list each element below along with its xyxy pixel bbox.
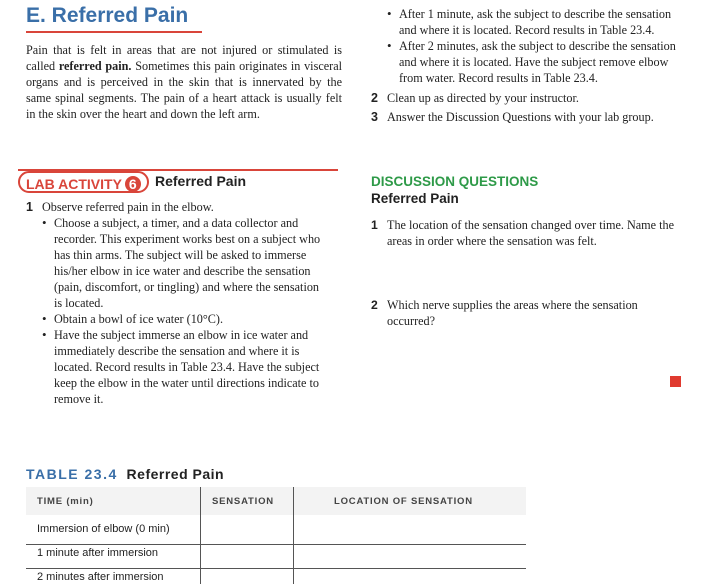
lab-step-3 xyxy=(371,109,683,125)
column-divider xyxy=(200,487,201,584)
list-item: • Have the subject immerse an elbow in ice water and immediately describe the sensation and where it is located. Record results in Table 23.4. Have the subject keep the elbow in the water until directions indicate to remove it. xyxy=(40,327,330,407)
table-cell-time[interactable]: 1 minute after immersion xyxy=(37,547,159,559)
lab-step-1 xyxy=(26,199,342,215)
row-divider xyxy=(26,544,526,545)
list-item: • Obtain a bowl of ice water (10°C). xyxy=(40,311,330,327)
intro-text-end: Sometimes this pain originates in visceral organs and is perceived in the skin that is innervated by the same spinal segments. The pain of a heart attack is usually felt in the skin over the heart and down the left arm. xyxy=(26,59,342,121)
column-divider xyxy=(293,487,294,584)
table-title xyxy=(26,466,224,482)
intro-paragraph xyxy=(26,42,342,122)
table-header-row xyxy=(26,487,526,515)
question-number: 2 xyxy=(371,298,378,312)
step-number: 1 xyxy=(26,200,33,214)
discussion-question-1 xyxy=(371,217,683,249)
title-underline xyxy=(26,31,202,33)
question-text: Which nerve supplies the areas where the sensation occurred? xyxy=(387,298,638,328)
section-title: E. Referred Pain xyxy=(26,4,189,27)
step-1-continued-bullets xyxy=(385,6,683,86)
table-label: TABLE 23.4 xyxy=(26,466,118,482)
results-table xyxy=(26,487,526,584)
discussion-subheading: Referred Pain xyxy=(371,191,459,206)
lab-activity-title: Referred Pain xyxy=(155,173,247,189)
list-item: • After 2 minutes, ask the subject to describe the sensation and where it is located. Have the subject remove elbow from water. Record results in Table 23.4. xyxy=(385,38,683,86)
discussion-question-2 xyxy=(371,297,683,329)
discussion-heading: DISCUSSION QUESTIONS xyxy=(371,174,539,189)
lab-step-1-bullets xyxy=(40,215,330,407)
step-number: 3 xyxy=(371,110,378,124)
table-name: Referred Pain xyxy=(126,466,225,482)
lab-badge-number: 6 xyxy=(125,176,141,192)
end-marker-square xyxy=(670,376,681,387)
question-number: 1 xyxy=(371,218,378,232)
row-divider xyxy=(26,568,526,569)
step-number: 2 xyxy=(371,91,378,105)
column-header-time: TIME (min) xyxy=(37,496,94,507)
question-text: The location of the sensation changed over time. Name the areas in order where the sensation was felt. xyxy=(387,218,674,248)
intro-text-start: Pain that is felt in areas that are not injured or stimulated is called xyxy=(26,43,342,73)
step-text: Clean up as directed by your instructor. xyxy=(387,91,579,105)
lab-activity-badge xyxy=(18,171,149,193)
lab-activity-header xyxy=(18,171,338,193)
list-item: • Choose a subject, a timer, and a data collector and recorder. This experiment works best on a subject who has thin arms. The subject will be asked to immerse his/her elbow in ice water and describe the sensation (pain, discomfort, or tingling) and where the sensation is located. xyxy=(40,215,330,311)
column-header-location: LOCATION OF SENSATION xyxy=(334,496,473,507)
lab-badge-label: LAB ACTIVITY xyxy=(26,176,122,192)
list-item: • After 1 minute, ask the subject to describe the sensation and where it is located. Record results in Table 23.4. xyxy=(385,6,683,38)
column-header-sensation: SENSATION xyxy=(212,496,274,507)
intro-bold-term: referred pain. xyxy=(58,59,132,73)
table-cell-time[interactable]: Immersion of elbow (0 min) xyxy=(37,523,170,535)
step-text: Observe referred pain in the elbow. xyxy=(42,200,214,214)
table-cell-time[interactable]: 2 minutes after immersion xyxy=(37,571,164,583)
step-text: Answer the Discussion Questions with your lab group. xyxy=(387,110,654,124)
lab-step-2 xyxy=(371,90,683,106)
